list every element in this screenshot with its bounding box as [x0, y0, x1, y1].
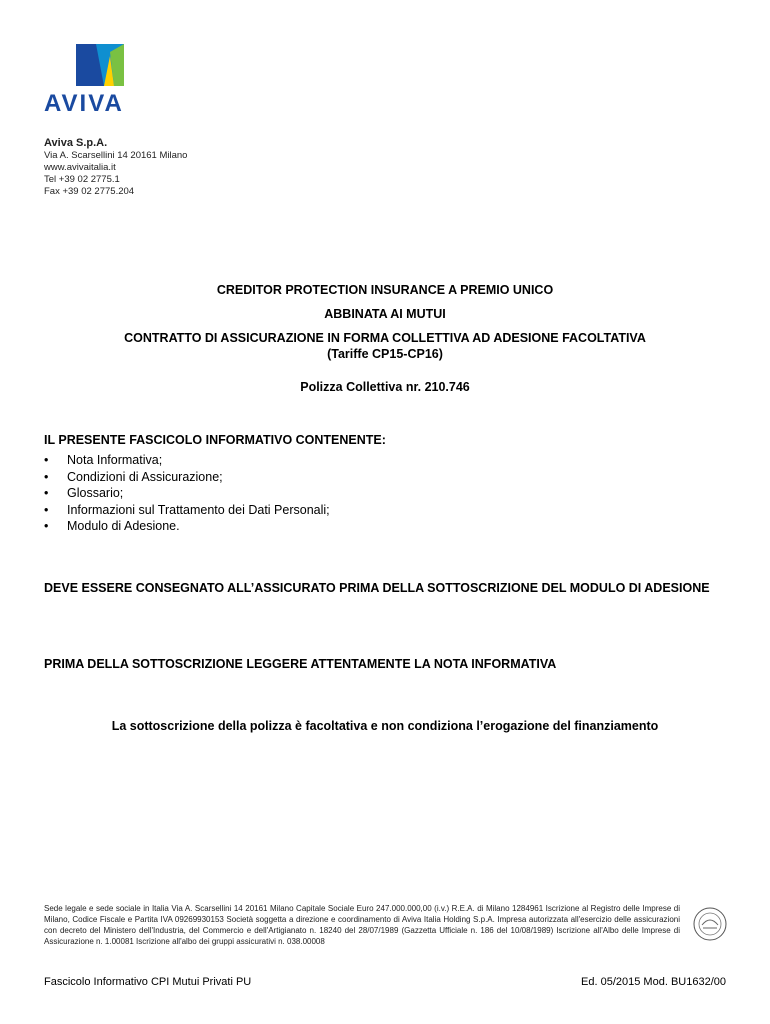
title-line-4: (Tariffe CP15-CP16)	[327, 347, 443, 361]
aviva-logo-text: AVIVA	[44, 90, 124, 117]
ivass-seal-icon	[692, 906, 728, 942]
company-address: Via A. Scarsellini 14 20161 Milano	[44, 150, 188, 161]
read-notice: PRIMA DELLA SOTTOSCRIZIONE LEGGERE ATTENTAMENTE LA NOTA INFORMATIVA	[44, 657, 557, 671]
list-item: • Nota Informativa;	[44, 453, 163, 467]
footer-left: Fascicolo Informativo CPI Mutui Privati PU	[44, 976, 252, 988]
company-tel: Tel +39 02 2775.1	[44, 174, 120, 185]
company-fax: Fax +39 02 2775.204	[44, 186, 135, 197]
aviva-logo	[44, 42, 154, 118]
list-item: • Glossario;	[44, 486, 124, 501]
footer-right: Ed. 05/2015 Mod. BU1632/00	[581, 976, 726, 988]
policy-number: Polizza Collettiva nr. 210.746	[300, 380, 470, 394]
company-name: Aviva S.p.A.	[44, 137, 108, 149]
title-line-2: ABBINATA AI MUTUI	[324, 307, 446, 321]
list-item: • Informazioni sul Trattamento dei Dati Personali;	[44, 502, 330, 517]
fascicolo-heading: IL PRESENTE FASCICOLO INFORMATIVO CONTENENTE:	[44, 433, 386, 447]
optional-notice: La sottoscrizione della polizza è facoltativa e non condiziona l’erogazione del finanziamento	[111, 719, 659, 733]
title-line-3: CONTRATTO DI ASSICURAZIONE IN FORMA COLLETTIVA AD ADESIONE FACOLTATIVA	[124, 331, 646, 345]
bullet-icon: •	[44, 519, 49, 534]
company-website[interactable]: www.avivaitalia.it	[44, 162, 116, 173]
aviva-logo-mark	[44, 42, 154, 90]
bullet-icon: •	[44, 486, 49, 501]
list-item: • Modulo di Adesione.	[44, 519, 180, 534]
bullet-icon: •	[44, 469, 49, 484]
company-info	[44, 136, 187, 198]
list-item: • Condizioni di Assicurazione;	[44, 469, 223, 484]
delivery-notice: DEVE ESSERE CONSEGNATO ALL’ASSICURATO PRIMA DELLA SOTTOSCRIZIONE DEL MODULO DI ADESIONE	[44, 581, 710, 595]
legal-text: Sede legale e sede sociale in Italia Via A. Scarsellini 14 20161 Milano Capitale Sociale Euro 247.000.000,00 (i.v.) R.E.A. di Milano 1284961 Iscrizione al Registro delle Imprese di Milano, Codice Fiscale e Partita IVA 09269930153 Società soggetta a direzione e coordinamento di Aviva Italia Holding S.p.A. Impresa autorizzata all'esercizio delle assicurazioni con decreto del Ministero dell'Industria, del Commercio e dell'Artigianato n. 18240 del 28/07/1989 (Gazzetta Ufficiale n. 186 del 10/08/1989) Iscrizione all'Albo delle Imprese di Assicurazione n. 1.00081 Iscrizione all'albo dei gruppi assicurativi n. 038.00008	[44, 904, 680, 946]
document-titles	[44, 282, 726, 395]
bullet-icon: •	[44, 453, 49, 467]
title-line-1: CREDITOR PROTECTION INSURANCE A PREMIO UNICO	[216, 283, 554, 297]
bullet-icon: •	[44, 502, 49, 517]
fascicolo-list	[44, 452, 330, 535]
